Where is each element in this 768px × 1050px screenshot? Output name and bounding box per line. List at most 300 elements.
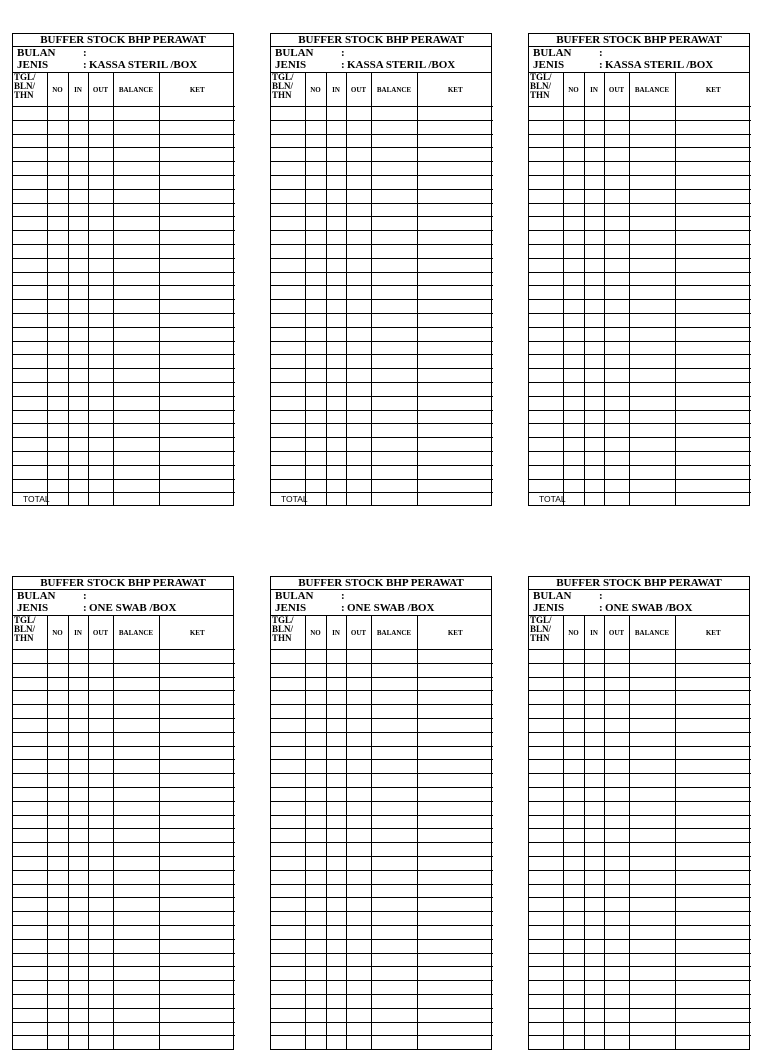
cell-balance[interactable] bbox=[629, 939, 675, 953]
cell-ket[interactable] bbox=[675, 162, 751, 176]
cell-tgl[interactable] bbox=[271, 705, 305, 719]
cell-tgl[interactable] bbox=[13, 120, 47, 134]
cell-in[interactable] bbox=[326, 258, 346, 272]
cell-tgl[interactable] bbox=[529, 815, 563, 829]
cell-tgl[interactable] bbox=[271, 843, 305, 857]
cell-tgl[interactable] bbox=[271, 718, 305, 732]
cell-balance[interactable] bbox=[113, 148, 159, 162]
cell-balance[interactable] bbox=[371, 760, 417, 774]
cell-ket[interactable] bbox=[159, 107, 235, 121]
cell-tgl[interactable] bbox=[271, 663, 305, 677]
cell-balance[interactable] bbox=[629, 650, 675, 664]
cell-in[interactable] bbox=[584, 801, 604, 815]
cell-no[interactable] bbox=[305, 994, 326, 1008]
cell-out[interactable] bbox=[604, 189, 629, 203]
cell-ket[interactable] bbox=[417, 479, 493, 493]
cell-ket[interactable] bbox=[675, 300, 751, 314]
cell-ket[interactable] bbox=[417, 465, 493, 479]
cell-balance[interactable] bbox=[629, 1008, 675, 1022]
cell-in[interactable] bbox=[68, 994, 88, 1008]
cell-no[interactable] bbox=[47, 843, 68, 857]
cell-tgl[interactable] bbox=[529, 718, 563, 732]
cell-tgl[interactable] bbox=[13, 134, 47, 148]
cell-no[interactable] bbox=[563, 258, 584, 272]
cell-balance[interactable] bbox=[371, 341, 417, 355]
cell-ket[interactable] bbox=[675, 815, 751, 829]
cell-in[interactable] bbox=[584, 382, 604, 396]
cell-no[interactable] bbox=[563, 107, 584, 121]
cell-no[interactable] bbox=[305, 732, 326, 746]
cell-balance[interactable] bbox=[629, 231, 675, 245]
cell-ket[interactable] bbox=[417, 148, 493, 162]
cell-tgl[interactable] bbox=[271, 286, 305, 300]
cell-ket[interactable] bbox=[675, 382, 751, 396]
cell-tgl[interactable] bbox=[13, 1022, 47, 1036]
cell-in[interactable] bbox=[326, 175, 346, 189]
cell-out[interactable] bbox=[346, 967, 371, 981]
cell-out[interactable] bbox=[346, 479, 371, 493]
cell-out[interactable] bbox=[604, 953, 629, 967]
cell-in[interactable] bbox=[68, 732, 88, 746]
cell-out[interactable] bbox=[88, 650, 113, 664]
cell-in[interactable] bbox=[68, 760, 88, 774]
cell-ket[interactable] bbox=[675, 732, 751, 746]
cell-tgl[interactable] bbox=[529, 732, 563, 746]
cell-out[interactable] bbox=[88, 175, 113, 189]
cell-tgl[interactable] bbox=[271, 1036, 305, 1049]
cell-out[interactable] bbox=[346, 313, 371, 327]
cell-balance[interactable] bbox=[371, 231, 417, 245]
cell-in[interactable] bbox=[68, 341, 88, 355]
cell-balance[interactable] bbox=[113, 203, 159, 217]
cell-tgl[interactable] bbox=[271, 912, 305, 926]
cell-in[interactable] bbox=[584, 410, 604, 424]
cell-out[interactable] bbox=[346, 258, 371, 272]
cell-in[interactable] bbox=[584, 438, 604, 452]
cell-no[interactable] bbox=[563, 856, 584, 870]
cell-in[interactable] bbox=[326, 898, 346, 912]
total-ket[interactable] bbox=[159, 493, 235, 506]
cell-in[interactable] bbox=[326, 410, 346, 424]
cell-in[interactable] bbox=[326, 286, 346, 300]
cell-balance[interactable] bbox=[113, 231, 159, 245]
cell-no[interactable] bbox=[563, 148, 584, 162]
cell-balance[interactable] bbox=[629, 1022, 675, 1036]
cell-tgl[interactable] bbox=[13, 396, 47, 410]
cell-tgl[interactable] bbox=[13, 705, 47, 719]
cell-out[interactable] bbox=[88, 1008, 113, 1022]
cell-ket[interactable] bbox=[417, 856, 493, 870]
total-no[interactable] bbox=[47, 493, 68, 506]
cell-no[interactable] bbox=[563, 967, 584, 981]
cell-ket[interactable] bbox=[159, 870, 235, 884]
cell-out[interactable] bbox=[604, 856, 629, 870]
cell-tgl[interactable] bbox=[529, 162, 563, 176]
cell-balance[interactable] bbox=[113, 746, 159, 760]
cell-in[interactable] bbox=[68, 327, 88, 341]
cell-balance[interactable] bbox=[629, 341, 675, 355]
cell-no[interactable] bbox=[563, 465, 584, 479]
cell-balance[interactable] bbox=[371, 925, 417, 939]
cell-out[interactable] bbox=[604, 327, 629, 341]
cell-in[interactable] bbox=[584, 120, 604, 134]
cell-tgl[interactable] bbox=[529, 451, 563, 465]
cell-balance[interactable] bbox=[113, 1036, 159, 1049]
cell-in[interactable] bbox=[68, 231, 88, 245]
cell-in[interactable] bbox=[326, 327, 346, 341]
cell-out[interactable] bbox=[88, 272, 113, 286]
cell-balance[interactable] bbox=[113, 691, 159, 705]
cell-ket[interactable] bbox=[417, 760, 493, 774]
cell-balance[interactable] bbox=[113, 994, 159, 1008]
total-out[interactable] bbox=[88, 493, 113, 506]
cell-ket[interactable] bbox=[417, 1008, 493, 1022]
cell-no[interactable] bbox=[563, 313, 584, 327]
cell-in[interactable] bbox=[584, 994, 604, 1008]
cell-in[interactable] bbox=[326, 953, 346, 967]
cell-balance[interactable] bbox=[629, 203, 675, 217]
cell-no[interactable] bbox=[563, 355, 584, 369]
cell-in[interactable] bbox=[68, 217, 88, 231]
cell-tgl[interactable] bbox=[271, 258, 305, 272]
cell-tgl[interactable] bbox=[13, 843, 47, 857]
cell-ket[interactable] bbox=[675, 396, 751, 410]
cell-balance[interactable] bbox=[113, 451, 159, 465]
cell-in[interactable] bbox=[68, 843, 88, 857]
cell-tgl[interactable] bbox=[271, 677, 305, 691]
cell-out[interactable] bbox=[604, 650, 629, 664]
cell-tgl[interactable] bbox=[529, 994, 563, 1008]
cell-no[interactable] bbox=[305, 870, 326, 884]
cell-ket[interactable] bbox=[417, 424, 493, 438]
cell-balance[interactable] bbox=[371, 1008, 417, 1022]
cell-out[interactable] bbox=[88, 438, 113, 452]
cell-out[interactable] bbox=[88, 829, 113, 843]
cell-out[interactable] bbox=[604, 1022, 629, 1036]
cell-in[interactable] bbox=[326, 1036, 346, 1049]
cell-in[interactable] bbox=[326, 843, 346, 857]
cell-ket[interactable] bbox=[675, 718, 751, 732]
cell-balance[interactable] bbox=[371, 801, 417, 815]
cell-no[interactable] bbox=[305, 451, 326, 465]
cell-ket[interactable] bbox=[675, 231, 751, 245]
cell-tgl[interactable] bbox=[13, 677, 47, 691]
cell-out[interactable] bbox=[604, 1008, 629, 1022]
cell-out[interactable] bbox=[88, 451, 113, 465]
cell-no[interactable] bbox=[47, 341, 68, 355]
cell-in[interactable] bbox=[584, 286, 604, 300]
cell-no[interactable] bbox=[563, 774, 584, 788]
cell-no[interactable] bbox=[47, 396, 68, 410]
cell-no[interactable] bbox=[47, 732, 68, 746]
cell-balance[interactable] bbox=[629, 479, 675, 493]
cell-balance[interactable] bbox=[371, 313, 417, 327]
cell-ket[interactable] bbox=[159, 148, 235, 162]
cell-in[interactable] bbox=[326, 939, 346, 953]
cell-no[interactable] bbox=[47, 898, 68, 912]
cell-no[interactable] bbox=[563, 994, 584, 1008]
cell-out[interactable] bbox=[346, 925, 371, 939]
cell-ket[interactable] bbox=[159, 300, 235, 314]
cell-balance[interactable] bbox=[371, 369, 417, 383]
cell-no[interactable] bbox=[47, 691, 68, 705]
cell-no[interactable] bbox=[305, 258, 326, 272]
cell-no[interactable] bbox=[47, 465, 68, 479]
cell-in[interactable] bbox=[326, 396, 346, 410]
cell-in[interactable] bbox=[326, 203, 346, 217]
cell-balance[interactable] bbox=[113, 787, 159, 801]
cell-out[interactable] bbox=[604, 300, 629, 314]
cell-balance[interactable] bbox=[113, 967, 159, 981]
cell-no[interactable] bbox=[563, 1008, 584, 1022]
cell-out[interactable] bbox=[88, 718, 113, 732]
cell-in[interactable] bbox=[68, 369, 88, 383]
cell-tgl[interactable] bbox=[271, 451, 305, 465]
cell-no[interactable] bbox=[563, 677, 584, 691]
cell-out[interactable] bbox=[604, 120, 629, 134]
cell-in[interactable] bbox=[584, 341, 604, 355]
cell-ket[interactable] bbox=[417, 120, 493, 134]
cell-balance[interactable] bbox=[371, 650, 417, 664]
cell-in[interactable] bbox=[326, 451, 346, 465]
cell-no[interactable] bbox=[47, 300, 68, 314]
cell-no[interactable] bbox=[47, 107, 68, 121]
cell-balance[interactable] bbox=[371, 258, 417, 272]
cell-tgl[interactable] bbox=[13, 272, 47, 286]
cell-in[interactable] bbox=[326, 189, 346, 203]
cell-tgl[interactable] bbox=[271, 424, 305, 438]
cell-out[interactable] bbox=[88, 787, 113, 801]
cell-in[interactable] bbox=[68, 120, 88, 134]
cell-tgl[interactable] bbox=[13, 898, 47, 912]
cell-no[interactable] bbox=[305, 815, 326, 829]
cell-tgl[interactable] bbox=[529, 258, 563, 272]
cell-tgl[interactable] bbox=[529, 203, 563, 217]
cell-in[interactable] bbox=[326, 774, 346, 788]
cell-balance[interactable] bbox=[113, 107, 159, 121]
cell-ket[interactable] bbox=[675, 1036, 751, 1049]
cell-ket[interactable] bbox=[675, 650, 751, 664]
cell-out[interactable] bbox=[88, 981, 113, 995]
cell-no[interactable] bbox=[305, 203, 326, 217]
cell-in[interactable] bbox=[584, 884, 604, 898]
cell-tgl[interactable] bbox=[13, 856, 47, 870]
cell-tgl[interactable] bbox=[13, 382, 47, 396]
cell-tgl[interactable] bbox=[271, 203, 305, 217]
cell-balance[interactable] bbox=[371, 829, 417, 843]
cell-ket[interactable] bbox=[675, 967, 751, 981]
cell-ket[interactable] bbox=[675, 953, 751, 967]
cell-no[interactable] bbox=[47, 327, 68, 341]
cell-ket[interactable] bbox=[417, 953, 493, 967]
cell-tgl[interactable] bbox=[13, 787, 47, 801]
cell-tgl[interactable] bbox=[13, 829, 47, 843]
cell-out[interactable] bbox=[604, 898, 629, 912]
cell-tgl[interactable] bbox=[271, 107, 305, 121]
cell-no[interactable] bbox=[563, 691, 584, 705]
cell-no[interactable] bbox=[563, 424, 584, 438]
cell-balance[interactable] bbox=[113, 382, 159, 396]
cell-no[interactable] bbox=[563, 760, 584, 774]
cell-tgl[interactable] bbox=[529, 967, 563, 981]
cell-balance[interactable] bbox=[629, 912, 675, 926]
cell-no[interactable] bbox=[563, 134, 584, 148]
cell-in[interactable] bbox=[584, 258, 604, 272]
cell-balance[interactable] bbox=[629, 451, 675, 465]
cell-ket[interactable] bbox=[417, 203, 493, 217]
cell-tgl[interactable] bbox=[529, 244, 563, 258]
cell-out[interactable] bbox=[88, 148, 113, 162]
cell-tgl[interactable] bbox=[13, 313, 47, 327]
cell-no[interactable] bbox=[563, 203, 584, 217]
cell-ket[interactable] bbox=[417, 663, 493, 677]
cell-ket[interactable] bbox=[417, 244, 493, 258]
cell-tgl[interactable] bbox=[271, 898, 305, 912]
cell-balance[interactable] bbox=[629, 691, 675, 705]
cell-out[interactable] bbox=[88, 396, 113, 410]
cell-balance[interactable] bbox=[371, 451, 417, 465]
cell-tgl[interactable] bbox=[529, 870, 563, 884]
cell-balance[interactable] bbox=[113, 341, 159, 355]
cell-tgl[interactable] bbox=[271, 327, 305, 341]
cell-out[interactable] bbox=[604, 829, 629, 843]
cell-ket[interactable] bbox=[675, 801, 751, 815]
cell-out[interactable] bbox=[346, 912, 371, 926]
cell-ket[interactable] bbox=[159, 801, 235, 815]
cell-tgl[interactable] bbox=[13, 203, 47, 217]
cell-in[interactable] bbox=[584, 691, 604, 705]
cell-out[interactable] bbox=[604, 746, 629, 760]
cell-in[interactable] bbox=[68, 912, 88, 926]
cell-ket[interactable] bbox=[675, 856, 751, 870]
cell-tgl[interactable] bbox=[529, 479, 563, 493]
cell-in[interactable] bbox=[68, 856, 88, 870]
cell-balance[interactable] bbox=[629, 925, 675, 939]
cell-no[interactable] bbox=[305, 705, 326, 719]
cell-out[interactable] bbox=[346, 663, 371, 677]
cell-no[interactable] bbox=[305, 939, 326, 953]
cell-out[interactable] bbox=[604, 410, 629, 424]
cell-in[interactable] bbox=[326, 438, 346, 452]
cell-out[interactable] bbox=[88, 801, 113, 815]
cell-out[interactable] bbox=[346, 815, 371, 829]
cell-out[interactable] bbox=[346, 203, 371, 217]
cell-balance[interactable] bbox=[371, 898, 417, 912]
cell-balance[interactable] bbox=[371, 746, 417, 760]
cell-ket[interactable] bbox=[159, 829, 235, 843]
cell-tgl[interactable] bbox=[13, 341, 47, 355]
cell-balance[interactable] bbox=[629, 994, 675, 1008]
cell-balance[interactable] bbox=[371, 732, 417, 746]
cell-no[interactable] bbox=[305, 327, 326, 341]
cell-in[interactable] bbox=[326, 925, 346, 939]
cell-out[interactable] bbox=[604, 760, 629, 774]
cell-ket[interactable] bbox=[159, 203, 235, 217]
cell-ket[interactable] bbox=[159, 677, 235, 691]
cell-in[interactable] bbox=[68, 787, 88, 801]
cell-tgl[interactable] bbox=[529, 939, 563, 953]
cell-ket[interactable] bbox=[675, 663, 751, 677]
cell-balance[interactable] bbox=[113, 650, 159, 664]
cell-balance[interactable] bbox=[371, 705, 417, 719]
cell-tgl[interactable] bbox=[13, 410, 47, 424]
cell-tgl[interactable] bbox=[271, 313, 305, 327]
cell-in[interactable] bbox=[584, 217, 604, 231]
cell-in[interactable] bbox=[584, 313, 604, 327]
cell-ket[interactable] bbox=[417, 705, 493, 719]
cell-ket[interactable] bbox=[675, 465, 751, 479]
cell-tgl[interactable] bbox=[13, 107, 47, 121]
total-out[interactable] bbox=[604, 493, 629, 506]
cell-no[interactable] bbox=[305, 898, 326, 912]
cell-no[interactable] bbox=[47, 355, 68, 369]
cell-tgl[interactable] bbox=[271, 650, 305, 664]
cell-out[interactable] bbox=[346, 272, 371, 286]
cell-out[interactable] bbox=[346, 774, 371, 788]
cell-out[interactable] bbox=[88, 691, 113, 705]
cell-no[interactable] bbox=[47, 801, 68, 815]
cell-in[interactable] bbox=[584, 1008, 604, 1022]
cell-out[interactable] bbox=[88, 313, 113, 327]
cell-no[interactable] bbox=[47, 677, 68, 691]
cell-out[interactable] bbox=[346, 175, 371, 189]
cell-tgl[interactable] bbox=[13, 1008, 47, 1022]
cell-no[interactable] bbox=[563, 175, 584, 189]
cell-balance[interactable] bbox=[629, 465, 675, 479]
cell-out[interactable] bbox=[346, 424, 371, 438]
cell-balance[interactable] bbox=[629, 898, 675, 912]
cell-no[interactable] bbox=[305, 884, 326, 898]
cell-in[interactable] bbox=[68, 107, 88, 121]
total-no[interactable] bbox=[563, 493, 584, 506]
cell-no[interactable] bbox=[305, 148, 326, 162]
cell-out[interactable] bbox=[346, 355, 371, 369]
cell-tgl[interactable] bbox=[13, 746, 47, 760]
cell-no[interactable] bbox=[47, 870, 68, 884]
cell-out[interactable] bbox=[604, 925, 629, 939]
cell-out[interactable] bbox=[604, 663, 629, 677]
cell-no[interactable] bbox=[563, 341, 584, 355]
cell-no[interactable] bbox=[47, 939, 68, 953]
cell-no[interactable] bbox=[47, 705, 68, 719]
cell-in[interactable] bbox=[68, 870, 88, 884]
cell-in[interactable] bbox=[584, 843, 604, 857]
cell-balance[interactable] bbox=[629, 953, 675, 967]
cell-balance[interactable] bbox=[629, 718, 675, 732]
cell-in[interactable] bbox=[68, 465, 88, 479]
cell-in[interactable] bbox=[68, 801, 88, 815]
cell-tgl[interactable] bbox=[271, 148, 305, 162]
cell-ket[interactable] bbox=[159, 774, 235, 788]
cell-in[interactable] bbox=[584, 939, 604, 953]
cell-out[interactable] bbox=[604, 801, 629, 815]
cell-in[interactable] bbox=[326, 313, 346, 327]
cell-no[interactable] bbox=[47, 815, 68, 829]
cell-tgl[interactable] bbox=[529, 746, 563, 760]
cell-out[interactable] bbox=[88, 746, 113, 760]
cell-ket[interactable] bbox=[159, 650, 235, 664]
cell-ket[interactable] bbox=[675, 691, 751, 705]
cell-out[interactable] bbox=[346, 829, 371, 843]
cell-no[interactable] bbox=[47, 967, 68, 981]
cell-in[interactable] bbox=[68, 148, 88, 162]
cell-no[interactable] bbox=[305, 843, 326, 857]
cell-out[interactable] bbox=[88, 677, 113, 691]
cell-in[interactable] bbox=[68, 774, 88, 788]
cell-in[interactable] bbox=[584, 967, 604, 981]
cell-in[interactable] bbox=[584, 705, 604, 719]
cell-tgl[interactable] bbox=[13, 148, 47, 162]
